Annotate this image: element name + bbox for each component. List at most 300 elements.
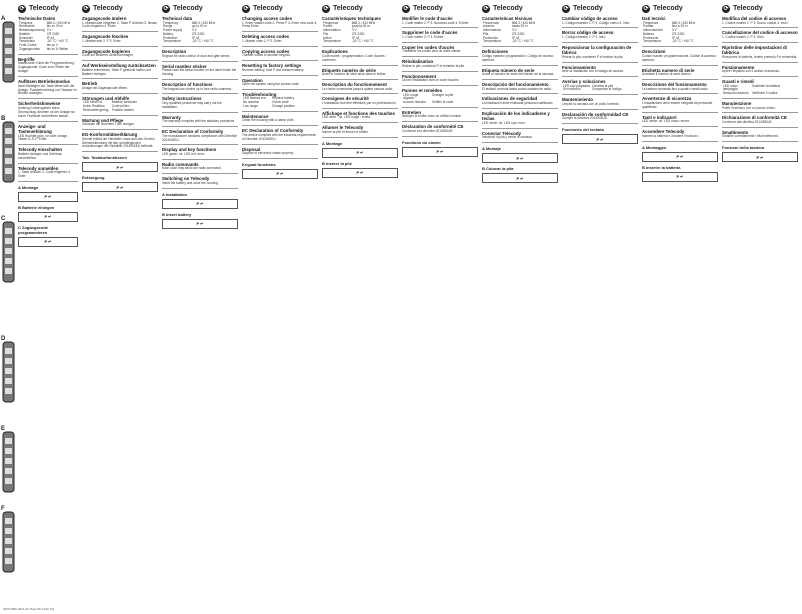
keypad-key	[5, 458, 12, 464]
spec-label: Betriebsspannung	[19, 28, 45, 33]
brand-title: Telecody	[493, 5, 523, 12]
divider	[82, 115, 158, 116]
divider	[402, 107, 478, 108]
spec-label: LED rojo parpadea	[563, 83, 590, 88]
spec-label: Frequenz	[19, 20, 33, 25]
section-heading: Déclaration de conformité CE	[402, 124, 464, 130]
section-heading: Descrizione del funzionamento	[642, 82, 707, 87]
spec-row	[642, 40, 718, 44]
divider	[482, 79, 558, 80]
illustration-label: A	[1, 16, 6, 22]
step-title: A Montaggio	[642, 144, 667, 150]
divider	[642, 46, 718, 47]
divider	[722, 27, 798, 28]
section-heading: Description of functions	[162, 82, 213, 87]
section-heading: EC Declaration of Conformity	[162, 129, 224, 135]
step-heading	[482, 146, 558, 151]
section-heading: Pannes et remèdes	[402, 88, 443, 94]
column-header	[82, 4, 158, 13]
brand-title: Telecody	[573, 5, 603, 12]
spec-value: Check code	[271, 100, 289, 105]
spec-value: 868,3 / 433 MHz	[671, 20, 696, 25]
section-heading: Borrar código de acceso	[562, 30, 614, 36]
spec-table	[722, 85, 798, 96]
spec-value: IP 44	[191, 35, 200, 40]
step-heading	[18, 205, 78, 210]
section-text: The manufacturer declares compliance with Directive 2014/53/EU.	[162, 133, 237, 142]
spec-value: -20 °C / +60 °C	[671, 39, 694, 44]
spec-label: Alimentación	[483, 28, 502, 33]
step-title: B Batterie einlegen	[18, 204, 55, 210]
brand-title: Telecody	[333, 5, 363, 12]
spec-label: Sin reacción	[563, 87, 581, 92]
spec-table	[562, 85, 638, 93]
section-heading: Definiciones	[482, 49, 509, 55]
keypad-box: P ↵	[82, 182, 158, 192]
spec-label: No reaction	[243, 100, 260, 105]
divider	[322, 46, 398, 47]
section-text: Remove battery, hold P and reinsert battery.	[242, 67, 305, 72]
divider	[722, 127, 798, 128]
section-heading: Modifica del codice di accesso	[722, 16, 787, 21]
spec-label: Alimentation	[323, 28, 341, 33]
section-heading: Serial number sticker	[162, 63, 207, 69]
divider	[562, 94, 638, 95]
keypad-box: P ↵	[242, 169, 318, 179]
section-heading: Radio commands	[162, 161, 199, 167]
divider	[642, 65, 718, 66]
section-heading: Anzeige- und Tastenerklärung	[18, 123, 52, 135]
section-text: Retirar la pila, mantener P e insertar la pila.	[562, 54, 624, 59]
step-title: Keypad functions	[242, 161, 276, 167]
section-text: Each code may send one radio command.	[162, 166, 222, 171]
section-heading: Descrizioni	[642, 49, 666, 55]
section-text: La instalación debe realizarla personal cualificado.	[482, 100, 554, 105]
step-heading	[18, 185, 78, 190]
section-text: Ouvrir l'installation avec le code d'accès.	[402, 78, 460, 83]
divider	[18, 163, 78, 164]
divider	[322, 122, 398, 123]
keypad-box: P ↵	[402, 147, 478, 157]
section-text: LED verde: ok. LED rosso: errore.	[642, 119, 691, 124]
section-text: Insérer la pile et fermer le boîtier.	[322, 129, 369, 134]
section-heading: Operation	[242, 77, 263, 83]
divider	[642, 79, 718, 80]
keypad-key	[5, 58, 12, 64]
spec-label: Temperatura	[483, 39, 501, 44]
step-heading	[242, 162, 318, 167]
spec-label: Reichweite	[19, 24, 35, 29]
section-heading: EC Declaration of Conformity	[242, 128, 304, 134]
spec-label: Pila	[483, 31, 489, 36]
section-text: 1. Código maestro 2. P 3. Intro	[562, 34, 606, 39]
column-header	[402, 4, 478, 13]
divider	[162, 144, 238, 145]
spec-row	[722, 92, 798, 96]
section-heading: Störungen und Abhilfe	[82, 95, 130, 101]
divider	[162, 46, 238, 47]
keypad-box: P ↵	[162, 219, 238, 229]
manual-column	[18, 4, 78, 604]
step-title: B Insérer la pile	[322, 160, 352, 166]
section-heading: Dichiarazione di conformità CE	[722, 115, 787, 121]
step-heading	[642, 145, 718, 150]
section-heading: Safety instructions	[162, 96, 202, 102]
keypad-key	[5, 28, 12, 34]
spec-label: Nessuna reazione	[723, 91, 749, 96]
section-text: 1. Codice master 2. P 3. Nuovo codice 4. Invio	[722, 20, 788, 25]
keypad-key	[5, 138, 12, 144]
spec-label: Alimentazione	[643, 28, 664, 33]
section-text: Anlage mit Zugangscode öffnen.	[82, 85, 128, 90]
section-heading: Fonctionnement	[402, 73, 437, 79]
section-heading: Avvertenze di sicurezza	[642, 96, 692, 102]
spec-label: Temperatura	[643, 39, 661, 44]
keypad-key	[5, 238, 12, 244]
divider	[82, 60, 158, 61]
spec-value: jusqu'à 30 m	[351, 24, 370, 29]
section-heading: Smaltimento	[722, 129, 749, 135]
spec-label: Protezione	[643, 35, 659, 40]
keypad-key	[5, 538, 12, 544]
section-text: Hiermit erklärt der Hersteller, dass sich das Gerät in Übereinstimmung mit den grundlegenden Anforderungen der Richtlinie 2014/53/EU befindet.	[82, 136, 155, 149]
divider	[82, 151, 158, 152]
keypad-box: P ↵	[562, 134, 638, 144]
spec-label: Portata	[643, 24, 654, 29]
section-text: L'installation doit être effectuée par un professionnel.	[322, 100, 397, 105]
section-heading: Copying access codes	[242, 48, 290, 54]
spec-label: Temperatur	[19, 39, 36, 44]
brand-title: Telecody	[253, 5, 283, 12]
spec-value: Comprobar el código	[591, 87, 622, 92]
keypad-key	[5, 438, 12, 444]
keypad-key	[5, 358, 12, 364]
keypad-key	[5, 548, 12, 554]
keypad-illustration	[1, 426, 14, 492]
section-text: Limpiar la carcasa con un paño húmedo.	[562, 101, 620, 106]
section-text: Aprire l'impianto con il codice di accesso.	[722, 69, 781, 74]
keypad-key	[5, 168, 12, 174]
spec-value: hasta 30 m	[511, 24, 528, 29]
step-title: Funzioni della tastiera	[722, 145, 765, 151]
section-text: Le clavier commande jusqu'à quatre canaux radio.	[322, 86, 394, 91]
divider	[82, 78, 158, 79]
keypad-key	[5, 68, 12, 74]
section-text: La tastiera comanda fino a quattro canali radio.	[642, 86, 709, 91]
section-text: Batterie entnehmen, Taste P gedrückt halten und Batterie einlegen.	[82, 67, 151, 76]
divider	[402, 71, 478, 72]
section-text: Smaltire correttamente i rifiuti elettronici.	[722, 134, 779, 139]
spec-value: 868.3 / 433 MHz	[191, 20, 216, 25]
step-title: A Montage	[322, 140, 343, 146]
divider	[322, 93, 398, 94]
spec-table	[162, 22, 238, 45]
divider	[82, 46, 158, 47]
spec-label: Température	[323, 39, 341, 44]
section-heading: Zugangscode ändern	[82, 16, 127, 21]
divider	[162, 93, 238, 94]
spec-value: Vérifier le code	[431, 100, 454, 105]
divider	[242, 125, 318, 126]
spec-value: CR 2450	[46, 31, 60, 36]
divider	[562, 42, 638, 43]
keypad-box: P ↵	[162, 199, 238, 209]
section-text: Only qualified personnel may carry out the installation.	[162, 100, 222, 109]
step-heading	[402, 140, 478, 145]
keypad-box: P ↵	[322, 148, 398, 158]
section-text: Noter le numéro de série situé dans le boîtier.	[322, 72, 387, 77]
divider	[162, 112, 238, 113]
divider	[642, 126, 718, 127]
divider	[162, 188, 238, 189]
spec-value: CR 2450	[191, 31, 205, 36]
section-text: Anote el número de serie del interior de la carcasa.	[482, 72, 555, 77]
spec-table	[18, 22, 78, 52]
divider	[482, 142, 558, 143]
spec-value: 868,3 / 433 MHz	[511, 20, 536, 25]
illustration-label: C	[1, 216, 6, 222]
manual-column	[242, 4, 318, 604]
spec-label: Temperature	[163, 39, 181, 44]
step-heading	[322, 141, 398, 146]
section-text: Transfer codes to another keypad.	[242, 53, 291, 58]
section-heading: Guasti e rimedi	[722, 79, 754, 85]
section-text: The keypad can control up to four radio channels.	[162, 86, 232, 91]
divider	[402, 56, 478, 57]
section-heading: Mantenimiento	[562, 97, 593, 103]
section-heading: Étiquette numéro de série	[322, 67, 376, 73]
section-heading: Supprimer le code d'accès	[402, 30, 458, 36]
section-heading: Réinitialisation	[402, 59, 434, 65]
keypad-key	[5, 248, 12, 254]
section-heading: Description	[162, 49, 187, 55]
spec-row	[162, 40, 238, 44]
section-heading: Maintenance	[242, 113, 269, 119]
step-heading	[82, 155, 158, 160]
divider	[18, 76, 78, 77]
spec-label: Protection	[163, 35, 178, 40]
section-heading: Explicación de los indicadores y teclas	[482, 110, 550, 122]
spec-label: Low range	[243, 104, 258, 109]
step-title: Entsorgung	[82, 175, 105, 181]
section-text: Nettoyer le boîtier avec un chiffon humide.	[402, 114, 462, 119]
keypad-key	[5, 158, 12, 164]
section-heading: Switching on Telecody	[162, 176, 210, 182]
section-heading: Tasti e indicatori	[642, 114, 677, 120]
section-heading: Begriffe	[18, 56, 35, 62]
section-heading: Entretien	[402, 109, 422, 115]
spec-value: -20 °C / +60 °C	[46, 39, 69, 44]
section-text: Transférer les codes vers un autre clavier.	[402, 49, 462, 54]
spec-value: bis zu 4	[46, 43, 58, 48]
section-heading: Conectar Telecody	[482, 130, 521, 136]
section-heading: Cancellazione del codice di accesso	[722, 30, 798, 36]
section-heading: Ripristino delle impostazioni di fabbrica	[722, 44, 787, 56]
spec-value: 3 V	[671, 28, 677, 33]
divider	[162, 61, 238, 62]
step-title: Funciones del teclado	[562, 127, 605, 133]
divider	[242, 89, 318, 90]
section-heading: Telecody einschalten	[18, 147, 63, 153]
keypad-key	[5, 348, 12, 354]
manual-column	[82, 4, 158, 604]
spec-label: Batterie	[19, 31, 30, 36]
divider	[402, 136, 478, 137]
divider	[722, 141, 798, 142]
divider	[722, 76, 798, 77]
manual-column	[402, 4, 478, 604]
product-illustrations	[0, 4, 18, 604]
divider	[242, 46, 318, 47]
divider	[722, 62, 798, 63]
section-text: Rimuovere la batteria, tenere premuto P e reinserirla.	[722, 54, 798, 59]
divider	[722, 112, 798, 113]
keypad-key	[5, 378, 12, 384]
telecody-logo-icon: ⟳	[403, 5, 409, 12]
spec-value: 3 V	[191, 28, 197, 33]
keypad-box: P ↵	[642, 172, 718, 182]
section-heading: Changing access codes	[242, 16, 293, 21]
section-text: Retirer la pile, maintenir P et remettre la pile.	[402, 63, 466, 68]
column-header	[18, 4, 78, 13]
step-title: B Insert battery	[162, 211, 192, 217]
section-text: Clean the housing with a damp cloth.	[242, 118, 295, 123]
section-text: 1. Code maître 2. P 3. Nouveau code 4. Entrée	[402, 20, 469, 25]
section-text: The device complies with the essential requirements of Directive 2014/53/EU.	[242, 132, 316, 141]
step-heading	[322, 161, 398, 166]
spec-label: Portée	[323, 24, 333, 29]
section-heading: Características técnicas	[482, 16, 533, 21]
section-text: Pulire l'involucro con un panno umido.	[722, 105, 776, 110]
step-title: C Zugangscode programmieren	[18, 224, 49, 235]
manual-column	[482, 4, 558, 604]
keypad-key	[5, 38, 12, 44]
spec-value: Code prüfen	[111, 104, 130, 109]
section-text: Code maître : programmation. Code d'accès : ouverture.	[322, 53, 387, 62]
telecody-logo-icon: ⟳	[83, 5, 89, 12]
section-heading: Technische Daten	[18, 16, 56, 21]
section-heading: Description du fonctionnement	[322, 82, 387, 87]
section-heading: Consignes de sécurité	[322, 96, 369, 102]
section-text: Código maestro: programación. Código de acceso: apertura.	[482, 53, 554, 62]
divider	[242, 31, 318, 32]
spec-value: 3 V	[511, 28, 517, 33]
section-text: Conforme alla direttiva 2014/53/UE.	[722, 119, 773, 124]
spec-table	[482, 22, 558, 45]
telecody-logo-icon: ⟳	[323, 5, 329, 12]
spec-label: Keine Reaktion	[83, 104, 105, 109]
illustration-label: E	[1, 426, 6, 432]
section-text: 1. Code maître 2. P 3. Entrée	[402, 34, 444, 39]
spec-label: LED flashes red	[243, 96, 266, 101]
divider	[162, 79, 238, 80]
manual-column	[722, 4, 798, 604]
spec-value: CR 2450	[351, 31, 365, 36]
section-heading: Auflösen Betriebsmodus	[18, 79, 70, 85]
step-title: Fonctions du clavier	[402, 139, 441, 145]
section-text: Achtung! Lebensgefahr durch Stromschlag. Arbeiten an der Anlage nur durch Fachkraft durchführen lassen.	[18, 105, 76, 118]
section-heading: Warranty	[162, 114, 181, 120]
section-text: Introducir la pila y cerrar la carcasa.	[482, 135, 533, 140]
keypad-box: P ↵	[642, 152, 718, 162]
spec-value: -20 °C / +60 °C	[511, 39, 534, 44]
spec-label: Fréquence	[323, 20, 339, 25]
spec-label: Schutzart	[19, 35, 33, 40]
section-heading: Sicherheitshinweise	[18, 101, 61, 107]
divider	[18, 98, 78, 99]
keypad-box: P ↵	[18, 212, 78, 222]
keypad-key	[5, 48, 12, 54]
section-heading: EG-Konformitätserklärung	[82, 132, 138, 138]
keypad-box: P ↵	[482, 153, 558, 163]
section-heading: Reposicionar la configuración de fábrica	[562, 44, 632, 56]
spec-row	[482, 40, 558, 44]
section-text: LED verde: ok. LED rojo: error.	[482, 120, 526, 125]
brand-title: Telecody	[29, 5, 59, 12]
spec-label: Reichweite gering	[83, 107, 109, 112]
divider	[482, 128, 558, 129]
spec-value: IP 44	[671, 35, 680, 40]
keypad-key	[5, 128, 12, 134]
spec-row	[562, 88, 638, 92]
keypad-illustration	[1, 116, 14, 182]
section-heading: Descripción del funcionamiento	[482, 82, 549, 87]
manual-column	[642, 4, 718, 604]
divider	[242, 60, 318, 61]
spec-value: Cambiar la pila	[591, 83, 614, 88]
spec-value: 3 V	[46, 28, 52, 33]
keypad-key	[5, 468, 12, 474]
section-text: The warranty complies with the statutory provisions.	[162, 119, 236, 124]
spec-label: Funk-Codes	[19, 43, 37, 48]
divider	[562, 123, 638, 124]
divider	[562, 109, 638, 110]
section-text: 1. Taste drücken 2. Code eingeben 3. Enter	[18, 170, 71, 179]
keypad-key	[5, 268, 12, 274]
section-text: 1. Enter master code 2. Press P 3. Enter new code 4. Press Enter	[242, 20, 318, 29]
divider	[402, 27, 478, 28]
keypad-illustration	[1, 506, 14, 572]
divider	[162, 159, 238, 160]
spec-value: -20 °C / +60 °C	[191, 39, 214, 44]
keypad-key	[5, 558, 12, 564]
keypad-box: P ↵	[18, 192, 78, 202]
section-text: Annotare il numero di serie interno.	[642, 72, 692, 77]
section-heading: Funcionamiento	[562, 64, 596, 70]
spec-value: Replace battery	[271, 96, 295, 101]
divider	[482, 108, 558, 109]
divider	[18, 181, 78, 182]
section-heading: Declaración de conformidad CE	[562, 111, 629, 117]
keypad-illustration	[1, 216, 14, 282]
section-heading: Affichage et fonctions des touches	[322, 110, 395, 116]
illustration-label: D	[1, 336, 6, 342]
spec-table	[242, 97, 318, 108]
spec-label: Zugangscodes	[19, 47, 40, 52]
column-header	[562, 4, 638, 13]
spec-table	[322, 22, 398, 45]
keypad-box: P ↵	[722, 152, 798, 162]
section-text: 1. Código maestro 2. P 3. Código nuevo 4. Intro	[562, 20, 630, 25]
section-heading: Copier les codes d'accès	[402, 44, 455, 50]
manual-column	[562, 4, 638, 604]
spec-row	[18, 48, 78, 52]
section-heading: Resetting to factory settings	[242, 63, 302, 69]
spec-value: bis zu 6 Stellen	[46, 47, 69, 52]
section-text: Nach Betätigen der Taste öffnet sich die Anlage. Funkbeleuchtung und Tastatur im Betrieb anzeigen.	[18, 83, 77, 96]
section-heading: Modifier le code d'accès	[402, 16, 453, 21]
step-title: B Inserire la batteria	[642, 164, 681, 170]
